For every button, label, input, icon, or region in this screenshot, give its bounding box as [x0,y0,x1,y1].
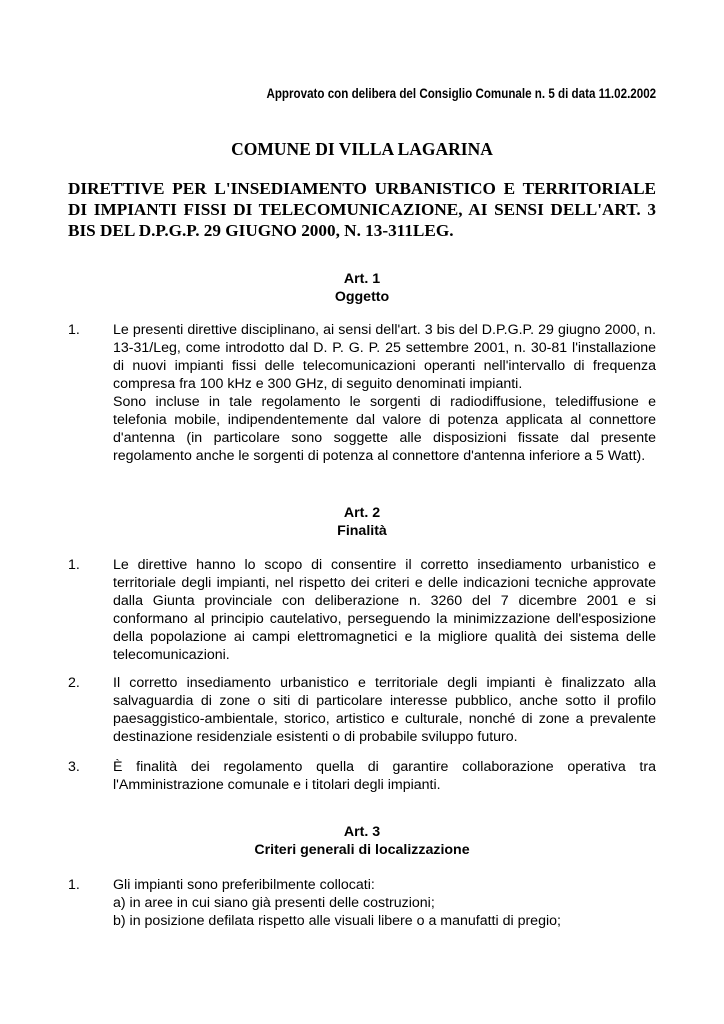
paragraph-text: È finalità dei regolamento quella di garantire collaborazione operativa tra l'Amministrazione comunale e i titolari degli impianti. [113,759,656,793]
article-3-heading [0,823,724,859]
document-title: DIRETTIVE PER L'INSEDIAMENTO URBANISTICO E TERRITORIALE DI IMPIANTI FISSI DI TELECOMUNICAZIONE, AI SENSI DELL'ART. 3 BIS DEL D.P.G.P. 29 GIUGNO 2000, N. 13-311LEG. [68,179,656,240]
article-2-paragraph-3 [68,758,656,794]
paragraph-text: Il corretto insediamento urbanistico e territoriale degli impianti è finalizzato alla salvaguardia di zone o siti di particolare interesse pubblico, anche sotto il profilo paesaggistico-ambientale, storico, artistico e culturale, nonché di zone a prevalente destinazione residenziale esistenti o di probabile sviluppo futuro. [113,675,656,745]
paragraph-number: 3. [68,759,80,775]
paragraph-text-part-2: Sono incluse in tale regolamento le sorgenti di radiodiffusione, telediffusione e telefonia mobile, indipendentemente dal valore di potenza applicata al connettore d'antenna (in particolare sono soggette alle disposizioni fissate dal presente regolamento anche le sorgenti di potenza al connettore d'antenna inferiore a 5 Watt). [113,394,656,464]
article-2-heading [0,504,724,540]
article-number: Art. 2 [343,505,381,521]
approval-note: Approvato con delibera del Consiglio Comunale n. 5 di data 11.02.2002 [266,86,656,101]
article-3-paragraph-1 [68,876,656,930]
article-title: Criteri generali di localizzazione [254,842,470,858]
paragraph-text [113,876,656,930]
paragraph-intro: Gli impianti sono preferibilmente collocati: [113,877,375,893]
article-title: Finalità [337,523,387,539]
article-2-paragraph-1 [68,556,656,664]
article-1-heading [0,270,724,306]
paragraph-number: 1. [68,322,80,338]
municipality-name: COMUNE DI VILLA LAGARINA [231,139,493,159]
paragraph-number: 1. [68,877,80,893]
article-number: Art. 3 [343,824,381,840]
paragraph-number: 2. [68,675,80,691]
paragraph-text-part-1: Le presenti direttive disciplinano, ai sensi dell'art. 3 bis del D.P.G.P. 29 giugno 2000, n. 13-31/Leg, come introdotto dal D. P. G. P. 25 settembre 2001, n. 30-81 l'installazione di nuovi impianti fissi delle telecomunicazioni operanti nell'intervallo di frequenza compresa fra 100 kHz e 300 GHz, di seguito denominati impianti. [113,322,656,392]
list-item-a: a) in aree in cui siano già presenti delle costruzioni; [113,895,435,911]
article-title: Oggetto [334,289,390,305]
paragraph-number: 1. [68,557,80,573]
paragraph-text: Le direttive hanno lo scopo di consentire il corretto insediamento urbanistico e territoriale degli impianti, nel rispetto dei criteri e delle indicazioni tecniche approvate dalla Giunta provinciale con deliberazione n. 3260 del 7 dicembre 2001 e si conformano al principio cautelativo, perseguendo la minimizzazione dell'esposizione della popolazione ai campi elettromagnetici e la migliore qualità dei sistema delle telecomunicazioni. [113,557,656,663]
paragraph-text [113,321,656,465]
article-1-paragraph-1 [68,321,656,465]
list-item-b: b) in posizione defilata rispetto alle visuali libere o a manufatti di pregio; [113,913,561,929]
article-2-paragraph-2 [68,674,656,746]
article-number: Art. 1 [343,271,381,287]
